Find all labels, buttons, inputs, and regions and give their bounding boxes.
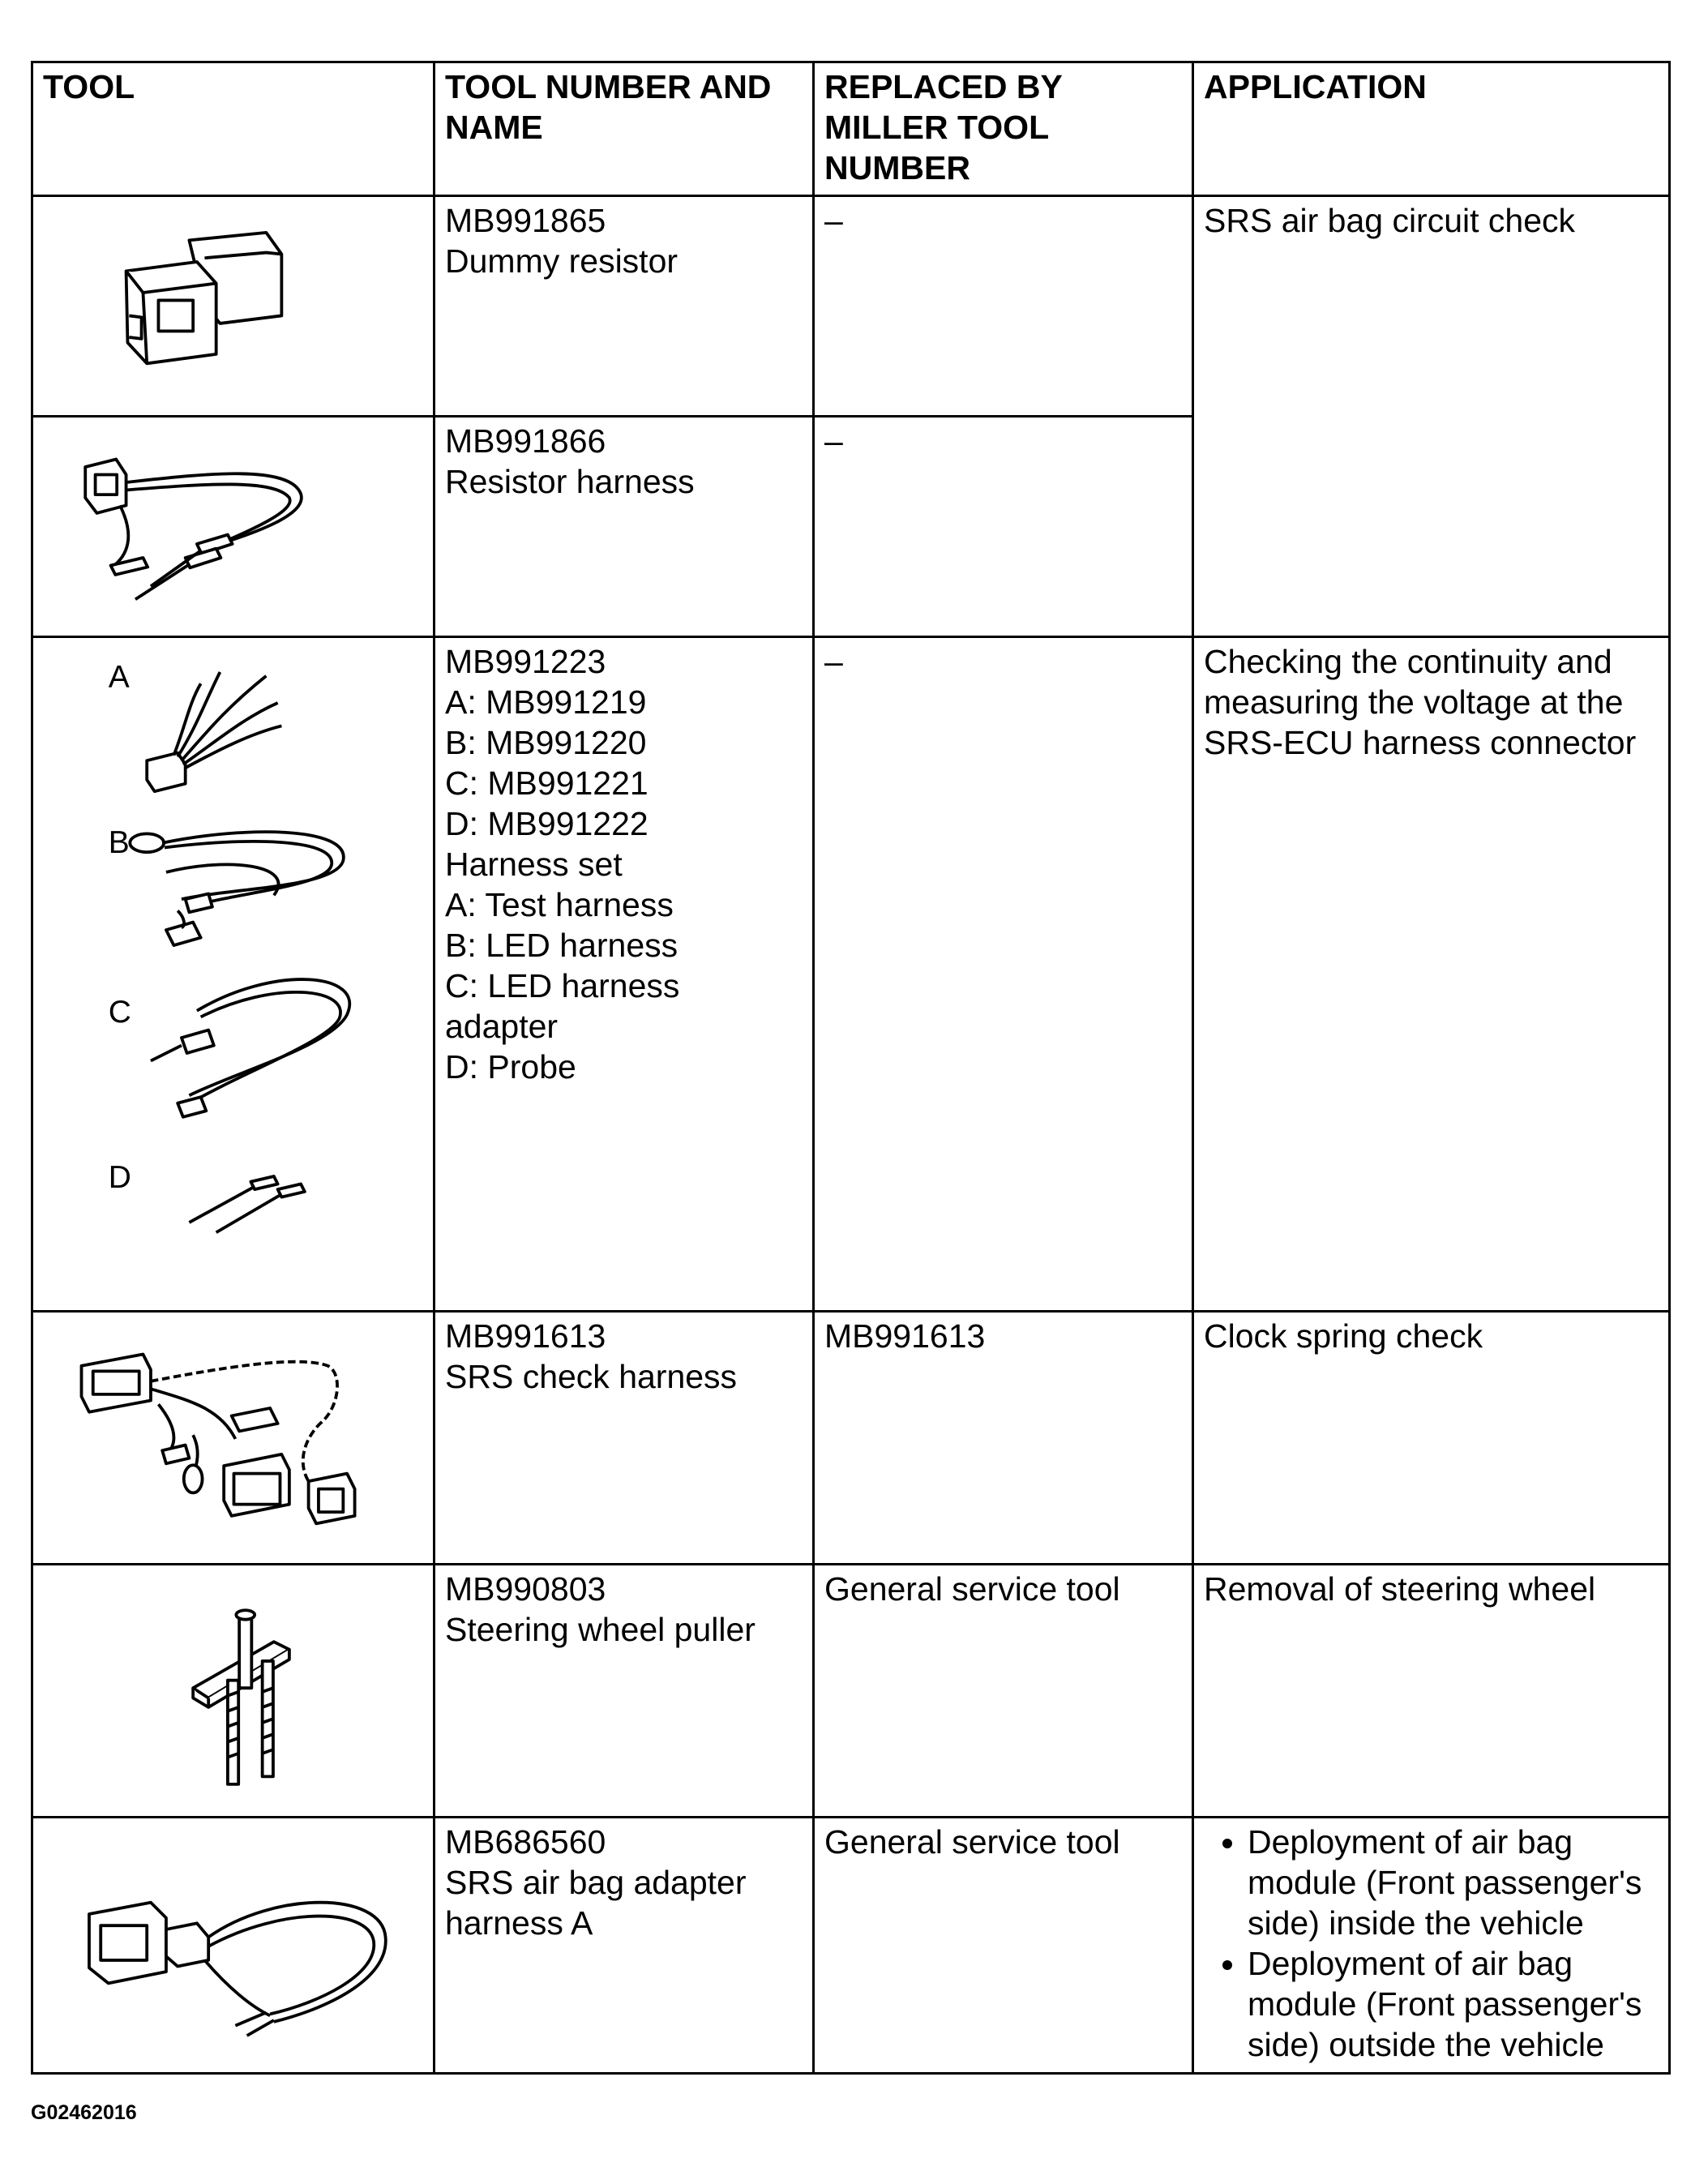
tool-number-cell	[434, 1312, 814, 1565]
adapter-harness-icon	[32, 1818, 434, 2074]
steering-wheel-puller-icon	[32, 1565, 434, 1818]
tool-name: Resistor harness	[445, 463, 695, 500]
replaced-by-cell	[814, 1312, 1193, 1565]
srs-check-harness-drawing	[43, 1316, 425, 1556]
tool-subnumber-d: D: MB991222	[445, 805, 649, 842]
application-cell	[1193, 1565, 1670, 1818]
dummy-resistor-drawing	[43, 200, 425, 409]
tool-number: MB991866	[445, 422, 606, 460]
tool-subnumber-b: B: MB991220	[445, 724, 647, 761]
tool-part-a: A: Test harness	[445, 886, 674, 923]
replaced-by-value: General service tool	[824, 1823, 1120, 1861]
replaced-by-cell	[814, 196, 1193, 417]
replaced-by-value: General service tool	[824, 1570, 1120, 1608]
table-header-row	[32, 62, 1670, 196]
replaced-by-value: –	[824, 202, 843, 239]
harness-set-drawing	[43, 641, 425, 1282]
tool-number-cell	[434, 1818, 814, 2074]
application-cell	[1193, 1312, 1670, 1565]
resistor-harness-drawing	[43, 421, 425, 630]
header-tool: TOOL	[32, 62, 434, 196]
replaced-by-value: –	[824, 643, 843, 680]
tool-part-c-cont: adapter	[445, 1008, 559, 1045]
application-cell	[1193, 196, 1670, 637]
label-c: C	[108, 995, 131, 1030]
table-row	[32, 1818, 1670, 2074]
tool-part-c: C: LED harness	[445, 967, 680, 1004]
application-text: SRS air bag circuit check	[1204, 202, 1576, 239]
tool-name: SRS check harness	[445, 1358, 738, 1395]
tool-number-cell	[434, 1565, 814, 1818]
resistor-harness-icon	[32, 417, 434, 637]
tool-number-cell	[434, 417, 814, 637]
tool-number: MB991223	[445, 643, 606, 680]
header-replaced-by: REPLACED BY MILLER TOOL NUMBER	[814, 62, 1193, 196]
replaced-by-cell	[814, 1565, 1193, 1818]
replaced-by-value: –	[824, 422, 843, 460]
header-application: APPLICATION	[1193, 62, 1670, 196]
tool-name: Dummy resistor	[445, 242, 678, 280]
label-d: D	[108, 1160, 131, 1196]
header-tool-number: TOOL NUMBER AND NAME	[434, 62, 814, 196]
application-bullet: • Deployment of air bag module (Front passenger's side) outside the vehicle	[1248, 1943, 1660, 2065]
application-text: Checking the continuity and measuring the voltage at the SRS-ECU harness connector	[1204, 643, 1637, 761]
replaced-by-cell	[814, 1818, 1193, 2074]
application-text: Removal of steering wheel	[1204, 1570, 1596, 1608]
tool-number-cell	[434, 196, 814, 417]
application-bullet-list	[1204, 1822, 1660, 2065]
srs-check-harness-icon	[32, 1312, 434, 1565]
tool-name: Steering wheel puller	[445, 1611, 756, 1648]
special-tools-table	[31, 61, 1671, 2075]
tool-number: MB990803	[445, 1570, 606, 1608]
tool-subnumber-c: C: MB991221	[445, 764, 649, 802]
tool-part-d: D: Probe	[445, 1048, 576, 1086]
adapter-harness-drawing	[43, 1822, 425, 2065]
table-row	[32, 1565, 1670, 1818]
label-a: A	[108, 659, 130, 695]
tool-number: MB686560	[445, 1823, 606, 1861]
replaced-by-cell	[814, 417, 1193, 637]
tool-name: Harness set	[445, 846, 623, 883]
tool-part-b: B: LED harness	[445, 927, 678, 964]
replaced-by-cell	[814, 637, 1193, 1312]
table-row	[32, 637, 1670, 1312]
application-cell	[1193, 637, 1670, 1312]
application-cell	[1193, 1818, 1670, 2074]
figure-code: G02462016	[31, 2101, 137, 2124]
tool-number-cell	[434, 637, 814, 1312]
application-bullet: • Deployment of air bag module (Front passenger's side) inside the vehicle	[1248, 1822, 1660, 1943]
tool-name-cont: harness A	[445, 1904, 593, 1942]
tool-number: MB991613	[445, 1317, 606, 1355]
replaced-by-value: MB991613	[824, 1317, 986, 1355]
tool-subnumber-a: A: MB991219	[445, 683, 647, 721]
table-row	[32, 196, 1670, 417]
label-b: B	[108, 825, 130, 861]
harness-set-icon	[32, 637, 434, 1312]
tool-number: MB991865	[445, 202, 606, 239]
table-row	[32, 1312, 1670, 1565]
tool-name: SRS air bag adapter	[445, 1864, 747, 1901]
application-text: Clock spring check	[1204, 1317, 1483, 1355]
dummy-resistor-icon	[32, 196, 434, 417]
steering-wheel-puller-drawing	[43, 1569, 425, 1809]
